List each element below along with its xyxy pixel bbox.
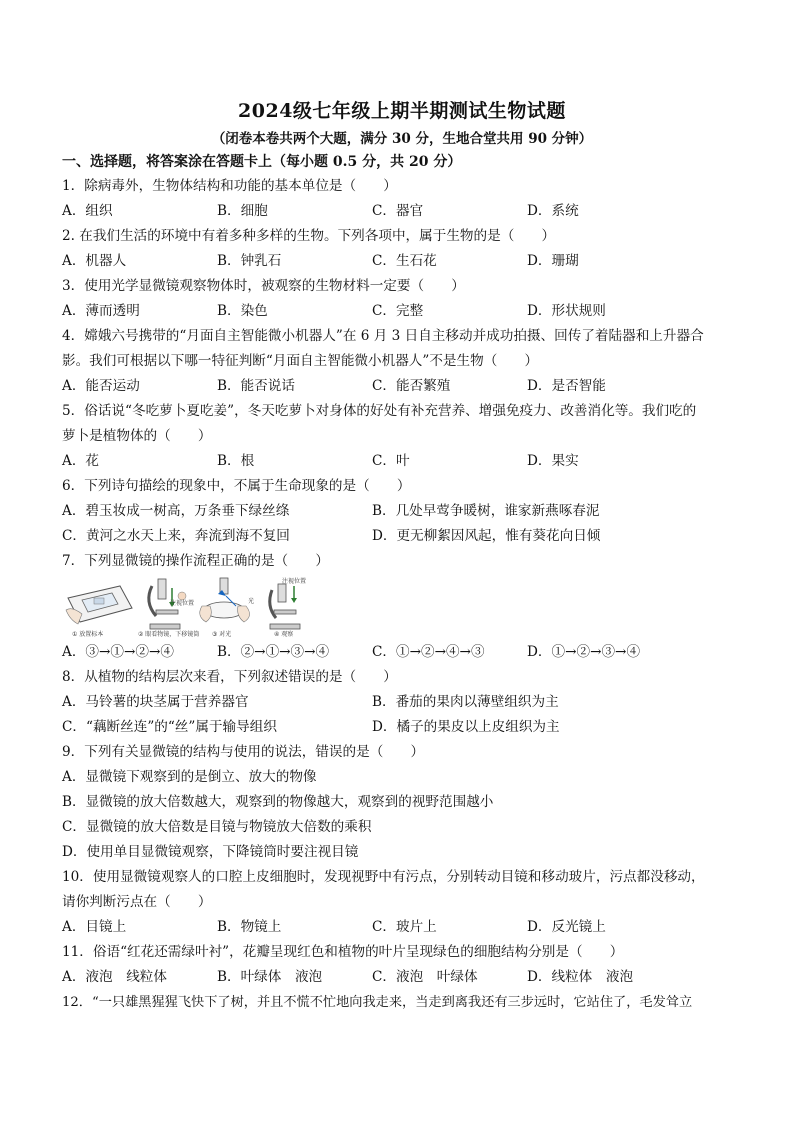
option-a: A．目镜上 bbox=[62, 919, 127, 935]
option-c: C．黄河之水天上来，奔流到海不复回 bbox=[62, 528, 290, 544]
option-d: D．橘子的果皮以上皮组织为主 bbox=[372, 719, 560, 735]
option-b: B．②→①→③→④ bbox=[217, 644, 330, 660]
question-8-options-row-2 bbox=[62, 715, 742, 740]
question-3-options bbox=[62, 299, 742, 324]
question-6-options-row-1 bbox=[62, 499, 742, 524]
figure-caption-4: ④ 观察 bbox=[274, 631, 294, 638]
option-c: C．显微镜的放大倍数是目镜与物镜放大倍数的乘积 bbox=[62, 819, 372, 835]
option-c: C．叶 bbox=[372, 453, 410, 469]
page-title: 2024级七年级上期半期测试生物试题 bbox=[238, 100, 566, 122]
option-a: A．③→①→②→④ bbox=[62, 644, 174, 660]
question-5-options bbox=[62, 449, 742, 474]
question-10-line-2: 请你判断污点在（ ） bbox=[62, 894, 212, 910]
figure-label-gaze: 注视位置 bbox=[170, 600, 195, 607]
option-d: D．形状规则 bbox=[527, 303, 606, 319]
option-d: D．更无柳絮因风起，惟有葵花向日倾 bbox=[372, 528, 601, 544]
question-8-options-row-1 bbox=[62, 690, 742, 715]
option-a: A．机器人 bbox=[62, 253, 127, 269]
figure-caption-2: ② 眼看物镜，下移镜筒 bbox=[138, 631, 200, 638]
option-b: B．物镜上 bbox=[217, 919, 282, 935]
option-c: C．①→②→④→③ bbox=[372, 644, 485, 660]
question-4-options bbox=[62, 374, 742, 399]
option-b: B．显微镜的放大倍数越大，观察到的物像越大，观察到的视野范围越小 bbox=[62, 794, 494, 810]
option-d: D．珊瑚 bbox=[527, 253, 579, 269]
option-d: D．系统 bbox=[527, 203, 579, 219]
section-heading: 一、选择题，将答案涂在答题卡上（每小题 0.5 分，共 20 分） bbox=[62, 154, 462, 170]
figure-caption-3: ③ 对光 bbox=[212, 631, 232, 638]
option-a: A．薄而透明 bbox=[62, 303, 140, 319]
question-5-line-2: 萝卜是植物体的（ ） bbox=[62, 428, 212, 444]
microscope-steps-figure bbox=[62, 576, 742, 636]
option-b: B．根 bbox=[217, 453, 255, 469]
option-c: C．能否繁殖 bbox=[372, 378, 451, 394]
option-d: D．使用单目显微镜观察，下降镜筒时要注视目镜 bbox=[62, 844, 359, 860]
option-a: A．马铃薯的块茎属于营养器官 bbox=[62, 694, 249, 710]
question-3: 3．使用光学显微镜观察物体时，被观察的生物材料一定要（ ） bbox=[62, 278, 465, 294]
question-1-options bbox=[62, 199, 742, 224]
option-c: C．液泡 叶绿体 bbox=[372, 969, 478, 985]
question-11: 11．俗语“红花还需绿叶衬”，花瓣呈现红色和植物的叶片呈现绿色的细胞结构分别是（ ） bbox=[62, 944, 624, 960]
question-12: 12．“一只雄黑猩猩飞快下了树，并且不慌不忙地向我走来，当走到离我还有三步远时，它站住了，毛发耸立 bbox=[62, 995, 693, 1010]
question-4-line-1: 4．嫦娥六号携带的“月面自主智能微小机器人”在 6 月 3 日自主移动并成功拍摄、回传了着陆器和上升器合 bbox=[62, 328, 704, 344]
question-7-options bbox=[62, 640, 742, 665]
slide-placement-image bbox=[62, 576, 134, 636]
option-a: A．能否运动 bbox=[62, 378, 140, 394]
exam-page bbox=[62, 96, 742, 1015]
question-6: 6．下列诗句描绘的现象中，不属于生命现象的是（ ） bbox=[62, 478, 411, 494]
question-7: 7．下列显微镜的操作流程正确的是（ ） bbox=[62, 553, 329, 569]
option-a: A．组织 bbox=[62, 203, 113, 219]
option-b: B．能否说话 bbox=[217, 378, 295, 394]
question-10-line-1: 10．使用显微镜观察人的口腔上皮细胞时，发现视野中有污点，分别转动目镜和移动玻片，污点都没移动， bbox=[62, 869, 705, 885]
question-6-options-row-2 bbox=[62, 524, 742, 549]
option-b: B．钟乳石 bbox=[217, 253, 282, 269]
question-2-options bbox=[62, 249, 742, 274]
option-b: B．番茄的果肉以薄壁组织为主 bbox=[372, 694, 559, 710]
option-a: A．液泡 线粒体 bbox=[62, 969, 167, 985]
option-a: A．花 bbox=[62, 453, 100, 469]
light-adjustment-image bbox=[196, 576, 256, 636]
option-b: B．叶绿体 液泡 bbox=[217, 969, 323, 985]
exam-instructions: （闭卷本卷共两个大题，满分 30 分，生地合堂共用 90 分钟） bbox=[211, 131, 593, 147]
question-2: 2. 在我们生活的环境中有着多种多样的生物。下列各项中，属于生物的是（ ） bbox=[62, 228, 556, 244]
question-9: 9．下列有关显微镜的结构与使用的说法，错误的是（ ） bbox=[62, 744, 425, 760]
option-c: C．生石花 bbox=[372, 253, 437, 269]
figure-label-gaze-2: 注视位置 bbox=[282, 578, 307, 585]
option-c: C．完整 bbox=[372, 303, 424, 319]
question-8: 8．从植物的结构层次来看，下列叙述错误的是（ ） bbox=[62, 669, 397, 685]
option-b: B．细胞 bbox=[217, 203, 268, 219]
question-10-options bbox=[62, 915, 742, 940]
question-11-options bbox=[62, 965, 742, 990]
option-c: C．器官 bbox=[372, 203, 424, 219]
figure-caption-1: ① 放置标本 bbox=[72, 631, 104, 638]
option-a: A．碧玉妆成一树高，万条垂下绿丝绦 bbox=[62, 503, 290, 519]
option-b: B．染色 bbox=[217, 303, 268, 319]
option-c: C．“藕断丝连”的“丝”属于输导组织 bbox=[62, 719, 277, 735]
option-b: B．几处早莺争暖树，谁家新燕啄春泥 bbox=[372, 503, 600, 519]
microscope-observing-image bbox=[260, 576, 306, 636]
figure-label-light: 光 bbox=[248, 598, 255, 605]
option-d: D．①→②→③→④ bbox=[527, 644, 641, 660]
option-d: D．是否智能 bbox=[527, 378, 606, 394]
option-d: D．果实 bbox=[527, 453, 579, 469]
option-a: A．显微镜下观察到的是倒立、放大的物像 bbox=[62, 769, 317, 785]
question-1: 1．除病毒外，生物体结构和功能的基本单位是（ ） bbox=[62, 178, 397, 194]
option-c: C．玻片上 bbox=[372, 919, 437, 935]
option-d: D．反光镜上 bbox=[527, 919, 606, 935]
option-d: D．线粒体 液泡 bbox=[527, 969, 634, 985]
question-5-line-1: 5．俗话说“冬吃萝卜夏吃姜”，冬天吃萝卜对身体的好处有补充营养、增强免疫力、改善消化等。我们吃的 bbox=[62, 403, 697, 419]
question-4-line-2: 影。我们可根据以下哪一特征判断“月面自主智能微小机器人”不是生物（ ） bbox=[62, 353, 539, 369]
